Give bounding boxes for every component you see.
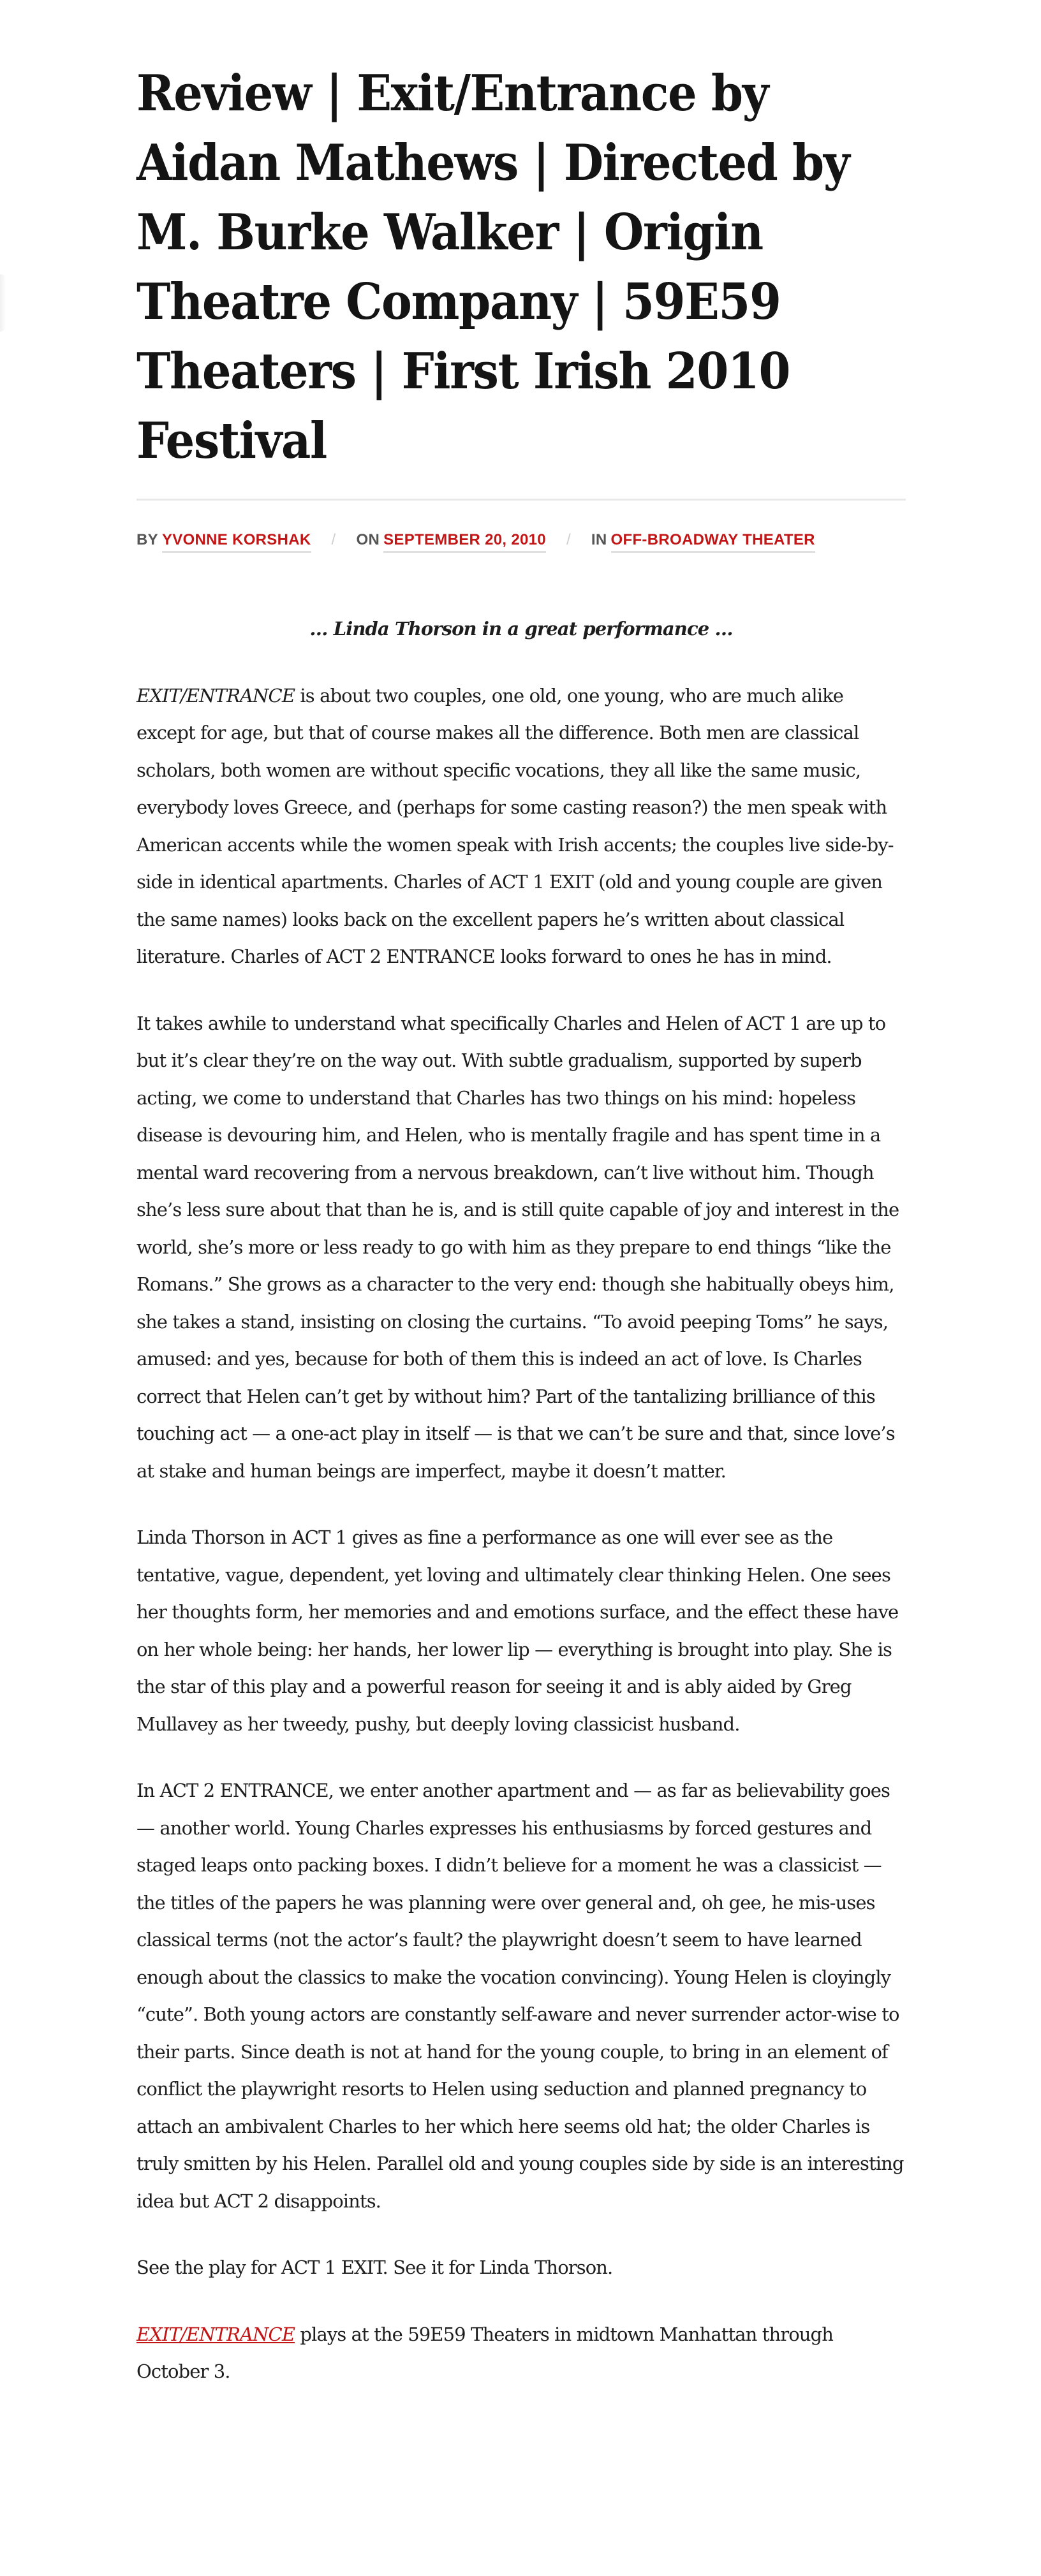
paragraph-intro [137,677,906,976]
play-link[interactable]: EXIT/ENTRANCE [137,2323,295,2345]
paragraph-closing [137,2316,906,2390]
entry-meta [137,531,906,553]
meta-separator: / [566,531,571,548]
category-link[interactable]: OFF-BROADWAY THEATER [611,531,815,553]
article-header [137,59,906,553]
closing-text: plays at the 59E59 Theaters in midtown Manhattan through October 3. [137,2323,833,2382]
page-title: Review | Exit/Entrance by Aidan Mathews | Directed by M. Burke Walker | Origin Theatre Company | 59E59 Theaters | First Irish 2010 Festival [137,64,850,470]
pull-quote: … Linda Thorson in a great performance … [309,618,733,640]
date-link[interactable]: SEPTEMBER 20, 2010 [383,531,546,553]
article-body [137,610,906,2390]
author-link[interactable]: YVONNE KORSHAK [162,531,311,553]
paragraph-recommendation: See the play for ACT 1 EXIT. See it for Linda Thorson. [137,2257,613,2278]
paragraph-act2: In ACT 2 ENTRANCE, we enter another apartment and — as far as believability goes — another world. Young Charles expresses his enthusiasms by forced gestures and staged leaps onto packing boxes. I didn’t believe for a moment he was a classicist — the titles of the papers he was planning were over general and, oh gee, he mis-uses classical terms (not the actor’s fault? the playwright doesn’t seem to have learned enough about the classics to make the vocation convincing). Young Helen is cloyingly “cute”. Both young actors are constantly self-aware and never surrender actor-wise to their parts. Since death is not at hand for the young couple, to bring in an element of conflict the playwright resorts to Helen using seduction and planned pregnancy to attach an ambivalent Charles to her which here seems old hat; the older Charles is truly smitten by his Helen. Parallel old and young couples side by side is an interesting idea but ACT 2 disappoints. [137,1780,904,2212]
article [137,59,906,2420]
meta-by-label: BY [137,531,158,548]
meta-on-label: ON [356,531,380,548]
paragraph-act1: It takes awhile to understand what specifically Charles and Helen of ACT 1 are up to but it’s clear they’re on the way out. With subtle gradualism, supported by superb acting, we come to understand that Charles has two things on his mind: hopeless disease is devouring him, and Helen, who is mentally fragile and has spent time in a mental ward recovering from a nervous breakdown, can’t live without him. Though she’s less sure about that than he is, and is still quite capable of joy and interest in the world, she’s more or less ready to go with him as they prepare to end things “like the Romans.” She grows as a character to the very end: though she habitually obeys him, she takes a stand, insisting on closing the curtains. “To avoid peeping Toms” he says, amused: and yes, because for both of them this is indeed an act of love. Is Charles correct that Helen can’t get by without him? Part of the tantalizing brilliance of this touching act — a one-act play in itself — is that we can’t be sure and that, since love’s at stake and human beings are imperfect, maybe it doesn’t matter. [137,1012,899,1482]
meta-separator: / [331,531,336,548]
paragraph-text: is about two couples, one old, one young, who are much alike except for age, but that of course makes all the difference. Both men are classical scholars, both women are without specific vocations, they all like the same music, everybody loves Greece, and (perhaps for some casting reason?) the men speak with American accents while the women speak with Irish accents; the couples live side-by-side in identical apartments. Charles of ACT 1 EXIT (old and young couple are given the same names) looks back on the excellent papers he’s written about classical literature. Charles of ACT 2 ENTRANCE looks forward to ones he has in mind. [137,684,894,967]
meta-in-label: IN [591,531,607,548]
paragraph-performance: Linda Thorson in ACT 1 gives as fine a performance as one will ever see as the tentative, vague, dependent, yet loving and ultimately clear thinking Helen. One sees her thoughts form, her memories and and emotions surface, and the effect these have on her whole being: her hands, her lower lip — everything is brought into play. She is the star of this play and a powerful reason for seeing it and is ably aided by Greg Mullavey as her tweedy, pushy, but deeply loving classicist husband. [137,1526,899,1735]
title-divider [137,499,906,501]
play-title-italic: EXIT/ENTRANCE [137,684,295,706]
side-edge-shadow [0,274,6,332]
